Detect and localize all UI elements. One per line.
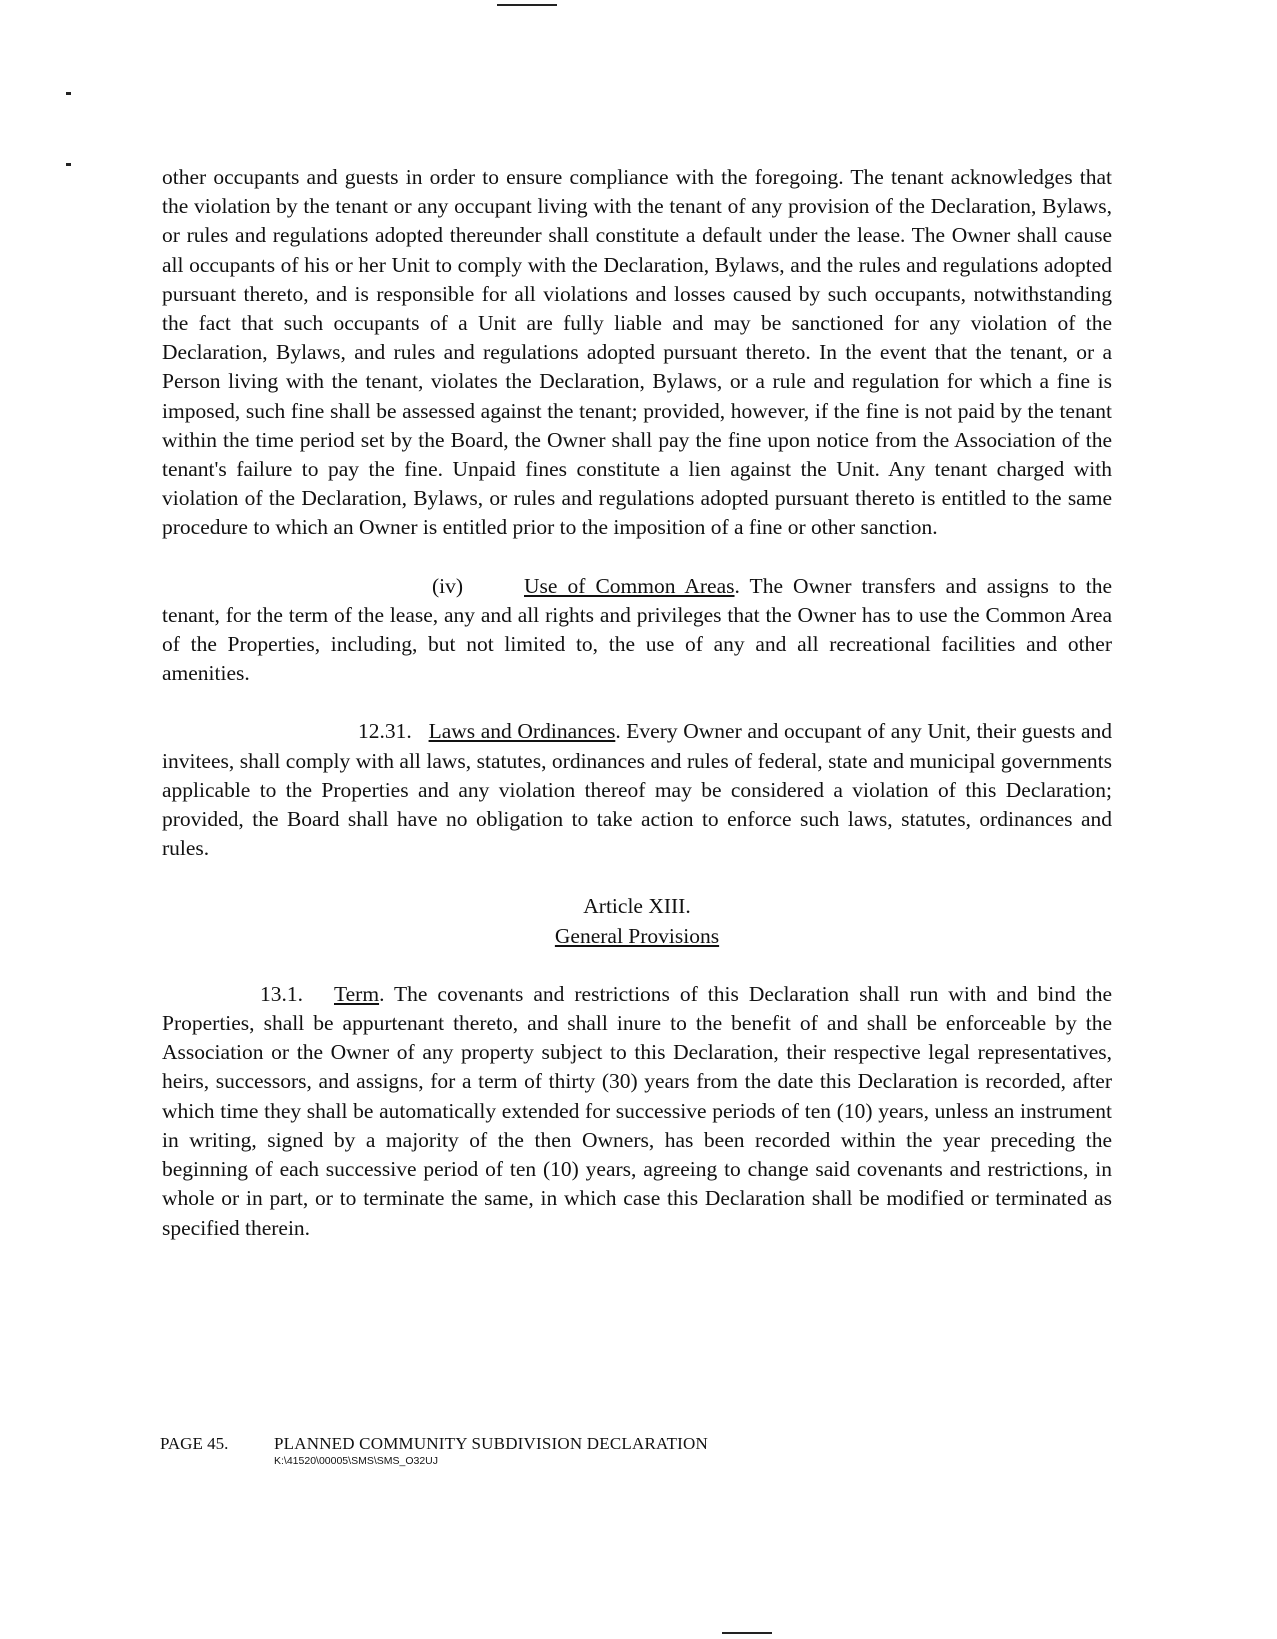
subsection-heading: Use of Common Areas bbox=[524, 573, 735, 598]
scan-mark-left-2 bbox=[66, 163, 71, 166]
article-title: General Provisions bbox=[554, 923, 720, 948]
scan-mark-top bbox=[497, 4, 557, 6]
page-footer bbox=[160, 1434, 708, 1467]
section-heading: Laws and Ordinances bbox=[428, 719, 616, 744]
article-heading bbox=[162, 892, 1112, 950]
section-13-1 bbox=[162, 980, 1112, 1243]
body-paragraph: other occupants and guests in order to ensure compliance with the foregoing. The tenant acknowledges that the violation by the tenant or any occupant living with the tenant of any provision of the Declaration, Bylaws, or rules and regulations adopted thereunder shall constitute a default under the lease. The Owner shall cause all occupants of his or her Unit to comply with the Declaration, Bylaws, and the rules and regulations adopted pursuant thereto, and is responsible for all violations and losses caused by such occupants, notwithstanding the fact that such occupants of a Unit are fully liable and may be sanctioned for any violation of the Declaration, Bylaws, and rules and regulations adopted pursuant thereto. In the event that the tenant, or a Person living with the tenant, violates the Declaration, Bylaws, or a rule and regulation for which a fine is imposed, such fine shall be assessed against the tenant; provided, however, if the fine is not paid by the tenant within the time period set by the Board, the Owner shall pay the fine upon notice from the Association of the tenant's failure to pay the fine. Unpaid fines constitute a lien against the Unit. Any tenant charged with violation of the Declaration, Bylaws, or rules and regulations adopted pursuant thereto is entitled to the same procedure to which an Owner is entitled prior to the imposition of a fine or other sanction. bbox=[162, 165, 1112, 540]
subsection-text: . The Owner transfers and assigns to the tenant, for the term of the lease, any and all rights and privileges that the Owner has to use the Common Area of the Properties, including, but not limited to, the use of any and all recreational facilities and other amenities. bbox=[162, 573, 1112, 686]
document-page bbox=[162, 163, 1112, 1243]
subsection-iv bbox=[162, 572, 1112, 689]
document-title: PLANNED COMMUNITY SUBDIVISION DECLARATION bbox=[274, 1434, 708, 1453]
scan-mark-bottom bbox=[722, 1632, 772, 1634]
section-number: 12.31. bbox=[358, 719, 412, 744]
subsection-number: (iv) bbox=[432, 573, 464, 598]
scan-mark-left-1 bbox=[66, 92, 71, 95]
section-text: . Every Owner and occupant of any Unit, their guests and invitees, shall comply with all laws, statutes, ordinances and rules of federal, state and municipal governments applicable to the Properties and any violation thereof may be considered a violation of this Declaration; provided, the Board shall have no obligation to take action to enforce such laws, statutes, ordinances and rules. bbox=[162, 719, 1112, 861]
section-12-31 bbox=[162, 717, 1112, 863]
section-number: 13.1. bbox=[260, 981, 303, 1006]
section-text: . The covenants and restrictions of this Declaration shall run with and bind the Properties, shall be appurtenant thereto, and shall inure to the benefit of and shall be enforceable by the Association or the Owner of any property subject to this Declaration, their respective legal representatives, heirs, successors, and assigns, for a term of thirty (30) years from the date this Declaration is recorded, after which time they shall be automatically extended for successive periods of ten (10) years, unless an instrument in writing, signed by a majority of the then Owners, has been recorded within the year preceding the beginning of each successive period of ten (10) years, agreeing to change said covenants and restrictions, in whole or in part, or to terminate the same, in which case this Declaration shall be modified or terminated as specified therein. bbox=[162, 981, 1112, 1240]
section-heading: Term bbox=[334, 981, 380, 1006]
article-number: Article XIII. bbox=[583, 894, 691, 919]
file-path: K:\41520\00005\SMS\SMS_O32UJ bbox=[274, 1455, 439, 1467]
page-number: PAGE 45. bbox=[160, 1434, 229, 1453]
